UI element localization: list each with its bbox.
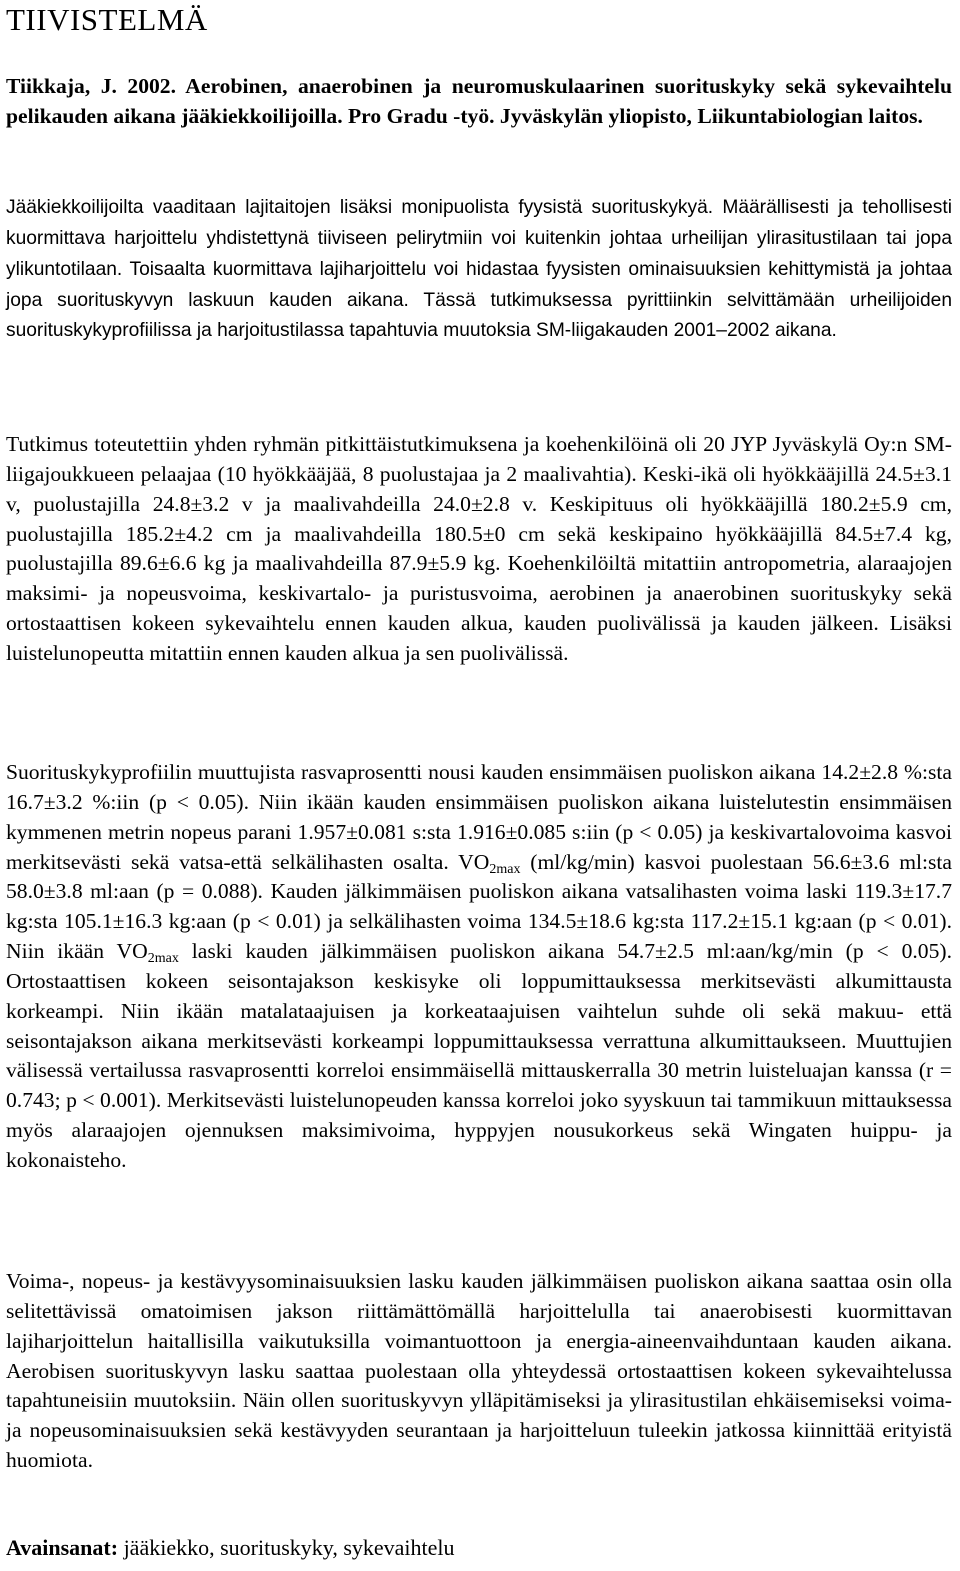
page-title: TIIVISTELMÄ xyxy=(6,2,208,37)
results-text-b: (ml/kg/min) kasvoi puolestaan 56.6±3.6 ml:sta 58.0±3.8 ml:aan (p = 0.088). Kauden jälkimmäisen puoliskon aikana vatsalihasten voima laski 119.3±17.7 kg:sta 105.1±16.3 kg:aan (p < 0.01) ja selkälihasten voima 134.5±18.6 kg:sta 117.2±15.1 kg:aan (p < 0.01). Niin ikään VO xyxy=(6,849,952,964)
paragraph-methods: Tutkimus toteutettiin yhden ryhmän pitkittäistutkimuksena ja koehenkilöinä oli 20 JYP Jyväskylä Oy:n SM-liigajoukkueen pelaajaa (10 hyökkääjää, 8 puolustajaa ja 2 maalivahtia). Keski-ikä oli hyökkääjillä 24.5±3.1 v, puolustajilla 24.8±3.2 v ja maalivahdeilla 24.0±2.8 v. Keskipituus oli hyökkääjillä 180.2±5.9 cm, puolustajilla 185.2±4.2 cm ja maalivahdeilla 180.5±0 cm sekä keskipaino hyökkääjillä 84.5±7.4 kg, puolustajilla 89.6±6.6 kg ja maalivahdeilla 87.9±5.9 kg. Koehenkilöiltä mitattiin antropometria, alaraajojen maksimi- ja nopeusvoima, keskivartalo- ja puristusvoima, aerobinen ja anaerobinen suorituskyky sekä ortostaattisen kokeen sykevaihtelu ennen kauden alkua, kauden puolivälissä ja kauden jälkeen. Lisäksi luistelunopeutta mitattiin ennen kauden alkua ja sen puolivälissä. xyxy=(6,432,952,665)
results-text-c: laski kauden jälkimmäisen puoliskon aikana 54.7±2.5 ml:aan/kg/min (p < 0.05). Ortostaattisen kokeen seisontajakson keskisyke oli loppumittauksessa merkitsevästi alkumittausta korkeampi. Niin ikään matalataajuisen ja korkeataajuisen vaihtelun suhde oli sekä makuu- että seisontajakson aikana merkitsevästi korkeampi loppumittauksessa verrattuna alkumittaukseen. Muuttujien välisessä vertailussa rasvaprosentti korreloi ensimmäisellä mittauskerralla 30 metrin luisteluajan kanssa (r = 0.743; p < 0.001). Merkitsevästi luistelunopeuden kanssa korreloi joko syyskuun tai tammikuun mittauksessa myös alaraajojen ojennuksen maksimivoima, hyppyjen nousukorkeus sekä Wingaten huippu- ja kokonaisteho. xyxy=(6,939,952,1172)
paragraph-intro xyxy=(6,192,952,346)
results-text-a: Suorituskykyprofiilin muuttujista rasvaprosentti nousi kauden ensimmäisen puoliskon aikana 14.2±2.8 %:sta 16.7±3.2 %:iin (p < 0.05). Niin ikään kauden ensimmäisen puoliskon aikana luistelutestin ensimmäisen kymmenen metrin nopeus parani 1.957±0.081 s:sta 1.916±0.085 s:iin (p < 0.05) ja keskivartalovoima kasvoi merkitsevästi sekä vatsa-että selkälihasten osalta. VO xyxy=(6,760,952,874)
keywords-label: Avainsanat: xyxy=(6,1535,119,1560)
paragraph-intro-text: Jääkiekkoilijoilta vaaditaan lajitaitojen lisäksi monipuolista fyysistä suorituskykyä. Määrällisesti ja tehollisesti kuormittava harjoittelu yhdistettynä tiiviseen pelirytmiin voi kuitenkin johtaa urheilijan ylirasitustilaan tai jopa ylikuntotilaan. Toisaalta kuormittava lajiharjoittelu voi hidastaa fyysisten ominaisuuksien kehittymistä ja johtaa jopa suorituskyvyn laskuun kauden aikana. Tässä tutkimuksessa pyrittiinkin selvittämään urheilijoiden suorituskykyprofiilissa ja harjoitustilassa tapahtuvia muutoksia SM-liigakauden 2001–2002 aikana. xyxy=(6,197,952,342)
keywords xyxy=(6,1533,455,1563)
citation: Tiikkaja, J. 2002. Aerobinen, anaerobinen ja neuromuskulaarinen suorituskyky sekä sykevaihtelu pelikauden aikana jääkiekkoilijoilla. Pro Gradu -työ. Jyväskylän yliopisto, Liikuntabiologian laitos. xyxy=(6,74,952,128)
vo2max-subscript: 2max xyxy=(489,861,521,877)
paragraph-conclusion: Voima-, nopeus- ja kestävyysominaisuuksien lasku kauden jälkimmäisen puoliskon aikana saattaa osin olla selitettävissä omatoimisen jakson riittämättömällä harjoittelulla tai anaerobisesti kuormittavan lajiharjoittelun haitallisilla vaikutuksilla voimantuottoon ja energia-aineenvaihduntaan kauden aikana. Aerobisen suorituskyvyn lasku saattaa puolestaan olla yhteydessä ortostaattisen kokeen sykevaihtelussa tapahtuneisiin muutoksiin. Näin ollen suorituskyvyn ylläpitämiseksi ja ylirasitustilan ehkäisemiseksi voima- ja nopeusominaisuuksien sekä kestävyyden seurantaan ja harjoitteluun tuleekin jatkossa kiinnittää erityistä huomiota. xyxy=(6,1269,952,1473)
paragraph-results xyxy=(6,758,952,1176)
vo2max-subscript-2: 2max xyxy=(147,951,179,967)
keywords-value: jääkiekko, suorituskyky, sykevaihtelu xyxy=(118,1535,455,1560)
